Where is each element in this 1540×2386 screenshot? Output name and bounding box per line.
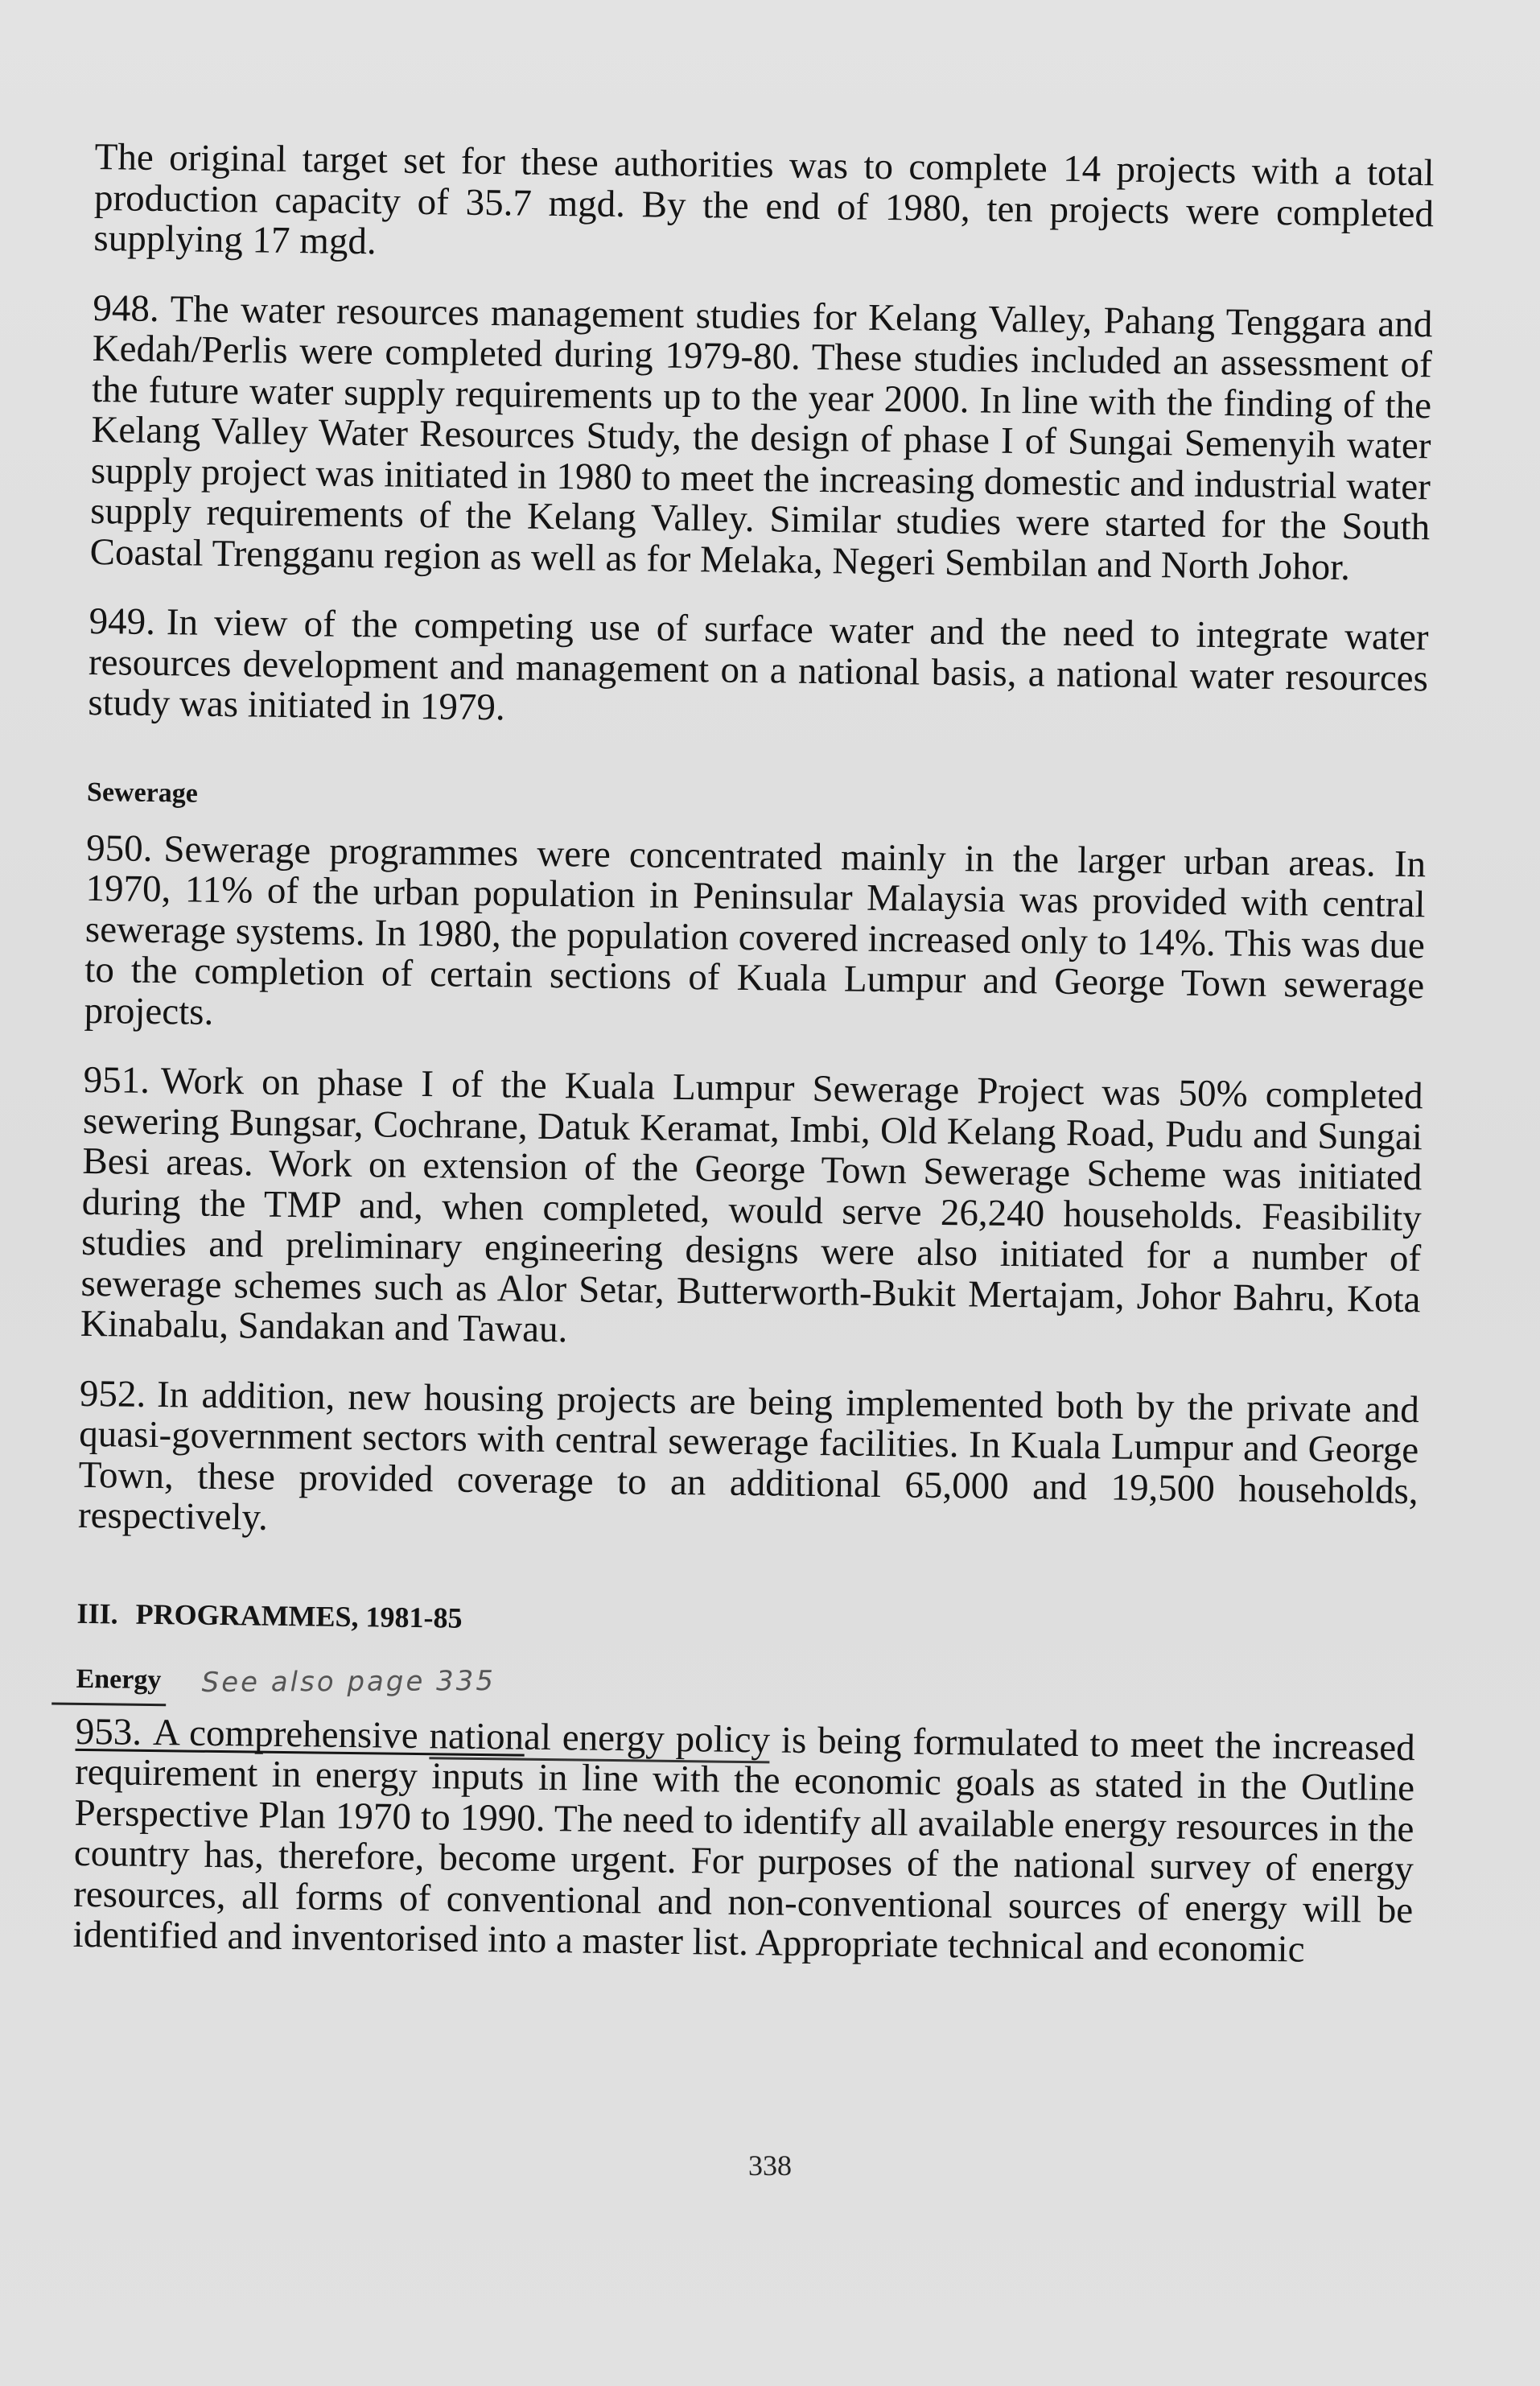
- paragraph-text: In view of the competing use of surface water and the need to integrate water resources development and management on a national basis, a national water resources study was initiated in 1979.: [88, 601, 1429, 729]
- paragraph-951: [80, 1060, 1423, 1361]
- paragraph-948: [89, 287, 1432, 588]
- paragraph-number: 949.: [89, 600, 156, 643]
- sewerage-heading: Sewerage: [86, 777, 199, 809]
- part-numeral: III.: [76, 1597, 118, 1630]
- part-title: PROGRAMMES, 1981-85: [135, 1597, 463, 1634]
- paragraph-number: 953.: [75, 1710, 142, 1753]
- page-number: 338: [748, 2149, 792, 2182]
- paragraph-number: 952.: [79, 1372, 146, 1416]
- paragraph-number: 951.: [83, 1058, 150, 1102]
- paragraph-text: The original target set for these authorities was to complete 14 projects with a total production capacity of 35.7 mgd. By the end of 1980, ten projects were completed supplying 17 mgd.: [93, 136, 1435, 263]
- paragraph-number: 948.: [93, 286, 159, 330]
- paragraph-text: The water resources management studies for Kelang Valley, Pahang Tenggara and Kedah/Perlis were completed during 1979-80. These studies included an assessment of the future water supply requirements up to the year 2000. In line with the finding of the Kelang Valley Water Resources Study, the design of phase I of Sungai Semenyih water supply project was initiated in 1980 to meet the increasing domestic and industrial water supply requirements of the Kelang Valley. Similar studies were started for the South Coastal Trengganu region as well as for Melaka, Negeri Sembilan and North Johor.: [89, 287, 1433, 588]
- paragraph-950: [84, 827, 1426, 1047]
- paragraph-text-start: A comprehensive: [152, 1711, 430, 1757]
- energy-heading: Energy: [51, 1659, 166, 1706]
- part-heading: [76, 1597, 1416, 1645]
- paragraph-947-continued: [93, 137, 1435, 275]
- energy-heading-row: [76, 1655, 1415, 1711]
- paragraph-number: 950.: [85, 826, 153, 870]
- overlined-phrase: requirement in energy inputs: [74, 1750, 525, 1799]
- paragraph-952: [78, 1373, 1419, 1552]
- paragraph-text: Sewerage programmes were concentrated mainly in the larger urban areas. In 1970, 11% of the urban population in Peninsular Malaysia was provided with central sewerage systems. In 1980, the population covered increased only to 14%. This was due to the completion of certain sections of Kuala Lumpur and George Town sewerage projects.: [84, 827, 1427, 1033]
- paragraph-text: Work on phase I of the Kuala Lumpur Sewerage Project was 50% completed sewering Bungsar, Cochrane, Datuk Keramat, Imbi, Old Kelang Road, Pudu and Sungai Besi areas. Work on extension of the George Town Sewerage Scheme was initiated during the TMP and, when completed, would serve 26,240 households. Feasibility studies and preliminary engineering designs were also initiated for a number of sewerage schemes such as Alor Setar, Butterworth-Bukit Mertajam, Johor Bahru, Kota Kinabalu, Sandakan and Tawau.: [80, 1060, 1423, 1351]
- paragraph-949: [88, 601, 1429, 740]
- page-content: [72, 137, 1435, 2001]
- handwritten-annotation: See also page 335: [200, 1664, 496, 1699]
- paragraph-953: [72, 1711, 1415, 1971]
- paragraph-text-middle: is being formulated to meet the increased: [769, 1718, 1416, 1769]
- underlined-phrase: national energy policy: [429, 1715, 770, 1763]
- paragraph-text-end: in line with the economic goals as stated in the Outline Perspective Plan 1970 to 1990. The need to identify all available energy resources in the country has, therefore, become urgent. For purposes of the national survey of energy resources, all forms of conventional and non-conventional sources of energy will be identified and inventorised into a master list. Appropriate technical and economic: [72, 1756, 1415, 1971]
- paragraph-text: In addition, new housing projects are being implemented both by the private and quasi-government sectors with central sewerage facilities. In Kuala Lumpur and George Town, these provided coverage to an additional 65,000 and 19,500 households, respectively.: [77, 1373, 1420, 1539]
